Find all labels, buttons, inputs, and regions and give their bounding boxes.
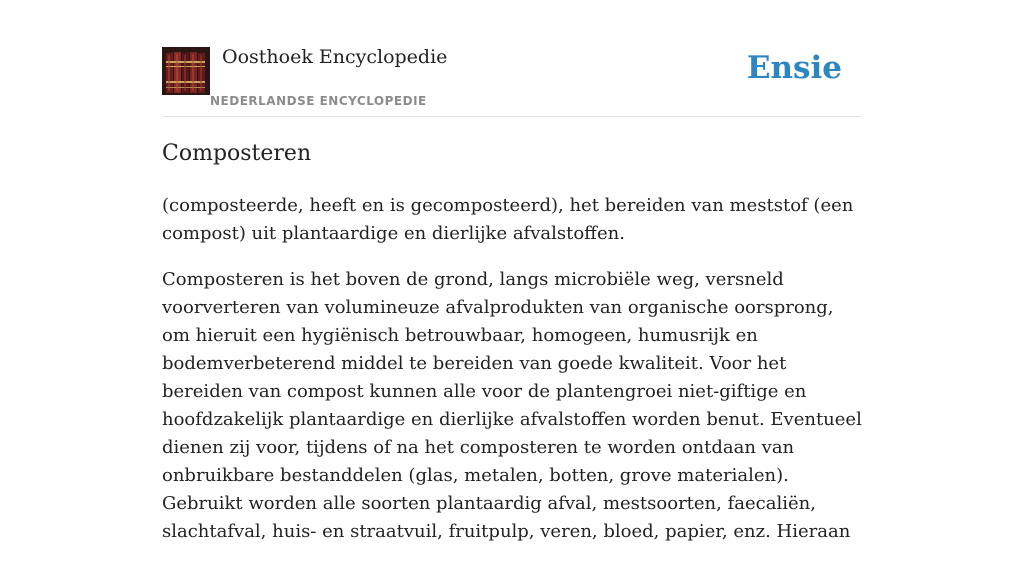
article-paragraph: Composteren is het boven de grond, langs microbiële weg, versneld voorverteren van volumineuze afvalprodukten van organische oorsprong, om hieruit een hygiënisch betrouwbaar, homogeen, humusrijk en bodemverbeterend middel te bereiden van goede kwaliteit. Voor het bereiden van compost kunnen alle voor de plantengroei niet-giftige en hoofdzakelijk plantaardige en dierlijke afvalstoffen worden benut. Eventueel dienen zij voor, tijdens of na het composteren te worden ontdaan van onbruikbare bestanddelen (glas, metalen, botten, grove materialen). Gebruikt worden alle soorten plantaardig afval, mestsoorten, faecaliën, slachtafval, huis- en straatvuil, fruitpulp, veren, bloed, papier, enz. Hieraan bbox=[162, 269, 862, 542]
site-header bbox=[162, 46, 862, 117]
article-title: Composteren bbox=[162, 141, 312, 166]
article-paragraph: (composteerde, heeft en is gecomposteerd), het bereiden van meststof (een compost) uit plantaardige en dierlijke afvalstoffen. bbox=[162, 195, 854, 244]
site-title[interactable]: Oosthoek Encyclopedie bbox=[222, 46, 448, 68]
article bbox=[162, 138, 862, 564]
encyclopedia-books-icon[interactable] bbox=[162, 47, 210, 95]
site-subtitle: NEDERLANDSE ENCYCLOPEDIE bbox=[210, 94, 427, 108]
brand-logo[interactable]: Ensie bbox=[746, 50, 842, 86]
